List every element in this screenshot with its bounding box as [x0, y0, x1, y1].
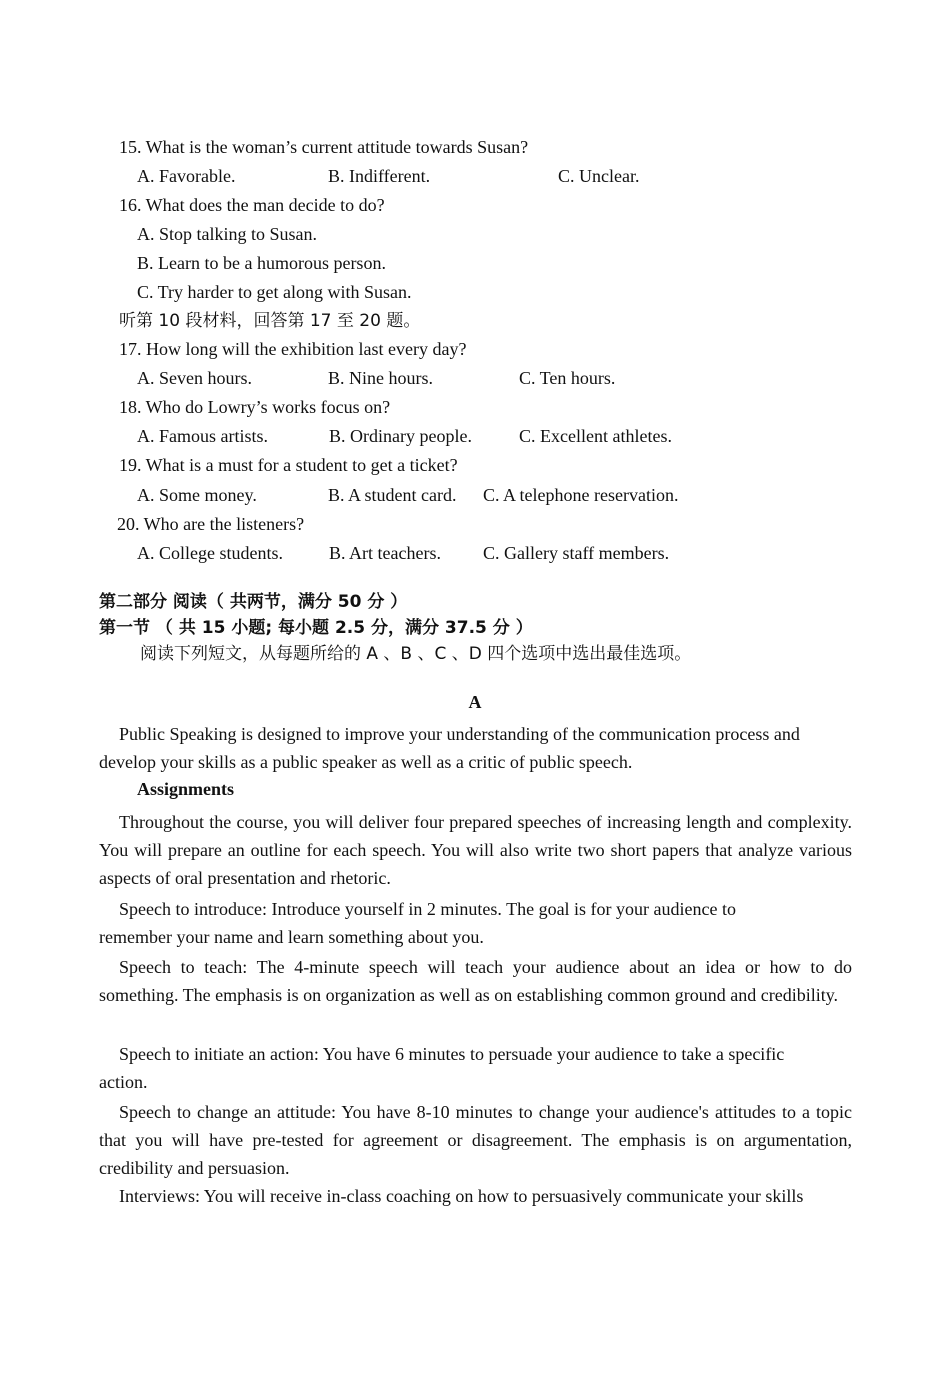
- paragraph-speech-action-text: Speech to initiate an action: You have 6 minutes to persuade your audience to take a specific action.: [99, 1044, 785, 1092]
- assignments-heading: Assignments: [137, 779, 235, 799]
- question-17-stem: 17. How long will the exhibition last every day?: [119, 339, 467, 359]
- passage-intro: [99, 720, 829, 776]
- paragraph-interviews: [99, 1182, 852, 1210]
- question-18-stem: 18. Who do Lowry’s works focus on?: [119, 397, 391, 417]
- paragraph-speech-introduce: [99, 895, 799, 951]
- paragraph-speech-attitude: [99, 1098, 852, 1182]
- paragraph-speech-introduce-text: Speech to introduce: Introduce yourself in 2 minutes. The goal is for your audience to remember your name and learn something about you.: [99, 899, 737, 947]
- q18-option-c: C. Excellent athletes.: [519, 426, 672, 446]
- reading-instruction: 阅读下列短文，从每题所给的 A 、B 、C 、D 四个选项中选出最佳选项。: [140, 644, 692, 664]
- passage-label: A: [468, 692, 482, 712]
- q19-option-c: C. A telephone reservation.: [483, 485, 679, 505]
- q16-option-c: C. Try harder to get along with Susan.: [137, 282, 412, 302]
- paragraph-interviews-text: Interviews: You will receive in-class coaching on how to persuasively communicate your skills: [119, 1186, 804, 1206]
- q20-option-c: C. Gallery staff members.: [483, 543, 670, 563]
- intro-text: Public Speaking is designed to improve your understanding of the communication process and develop your skills as a public speaker as well as a critic of public speech.: [99, 724, 800, 772]
- question-16-stem: 16. What does the man decide to do?: [119, 195, 385, 215]
- q20-option-b: B. Art teachers.: [329, 543, 441, 563]
- paragraph-overview-text: Throughout the course, you will deliver four prepared speeches of increasing length and complexity. You will prepare an outline for each speech. You will also write two short papers that analyze various aspects of oral presentation and rhetoric.: [99, 812, 852, 888]
- q15-option-a: A. Favorable.: [137, 166, 236, 186]
- paragraph-overview: [99, 808, 852, 892]
- section-one-title: 第一节 （ 共 15 小题; 每小题 2.5 分，满分 37.5 分 ）: [99, 618, 533, 638]
- q19-option-a: A. Some money.: [137, 485, 257, 505]
- q17-option-a: A. Seven hours.: [137, 368, 252, 388]
- q17-option-c: C. Ten hours.: [519, 368, 616, 388]
- paragraph-speech-teach: [99, 953, 852, 1009]
- q19-option-b: B. A student card.: [328, 485, 457, 505]
- paragraph-speech-teach-text: Speech to teach: The 4-minute speech will teach your audience about an idea or how to do something. The emphasis is on organization as well as on establishing common ground and credibility.: [99, 957, 852, 1005]
- paragraph-speech-action: [99, 1040, 799, 1096]
- listening-section-10-instruction: 听第 10 段材料，回答第 17 至 20 题。: [119, 311, 421, 331]
- paragraph-speech-attitude-text: Speech to change an attitude: You have 8-10 minutes to change your audience's attitudes to a topic that you will have pre-tested for agreement or disagreement. The emphasis is on argumentation, credibility and persuasion.: [99, 1102, 852, 1178]
- part-two-title: 第二部分 阅读（ 共两节，满分 50 分 ）: [99, 592, 408, 612]
- q15-option-b: B. Indifferent.: [328, 166, 431, 186]
- q16-option-b: B. Learn to be a humorous person.: [137, 253, 386, 273]
- q16-option-a: A. Stop talking to Susan.: [137, 224, 318, 244]
- question-20-stem: 20. Who are the listeners?: [117, 514, 305, 534]
- q18-option-b: B. Ordinary people.: [329, 426, 472, 446]
- question-15-stem: 15. What is the woman’s current attitude towards Susan?: [119, 137, 529, 157]
- q17-option-b: B. Nine hours.: [328, 368, 433, 388]
- q18-option-a: A. Famous artists.: [137, 426, 269, 446]
- q15-option-c: C. Unclear.: [558, 166, 640, 186]
- question-19-stem: 19. What is a must for a student to get a ticket?: [119, 455, 458, 475]
- q20-option-a: A. College students.: [137, 543, 283, 563]
